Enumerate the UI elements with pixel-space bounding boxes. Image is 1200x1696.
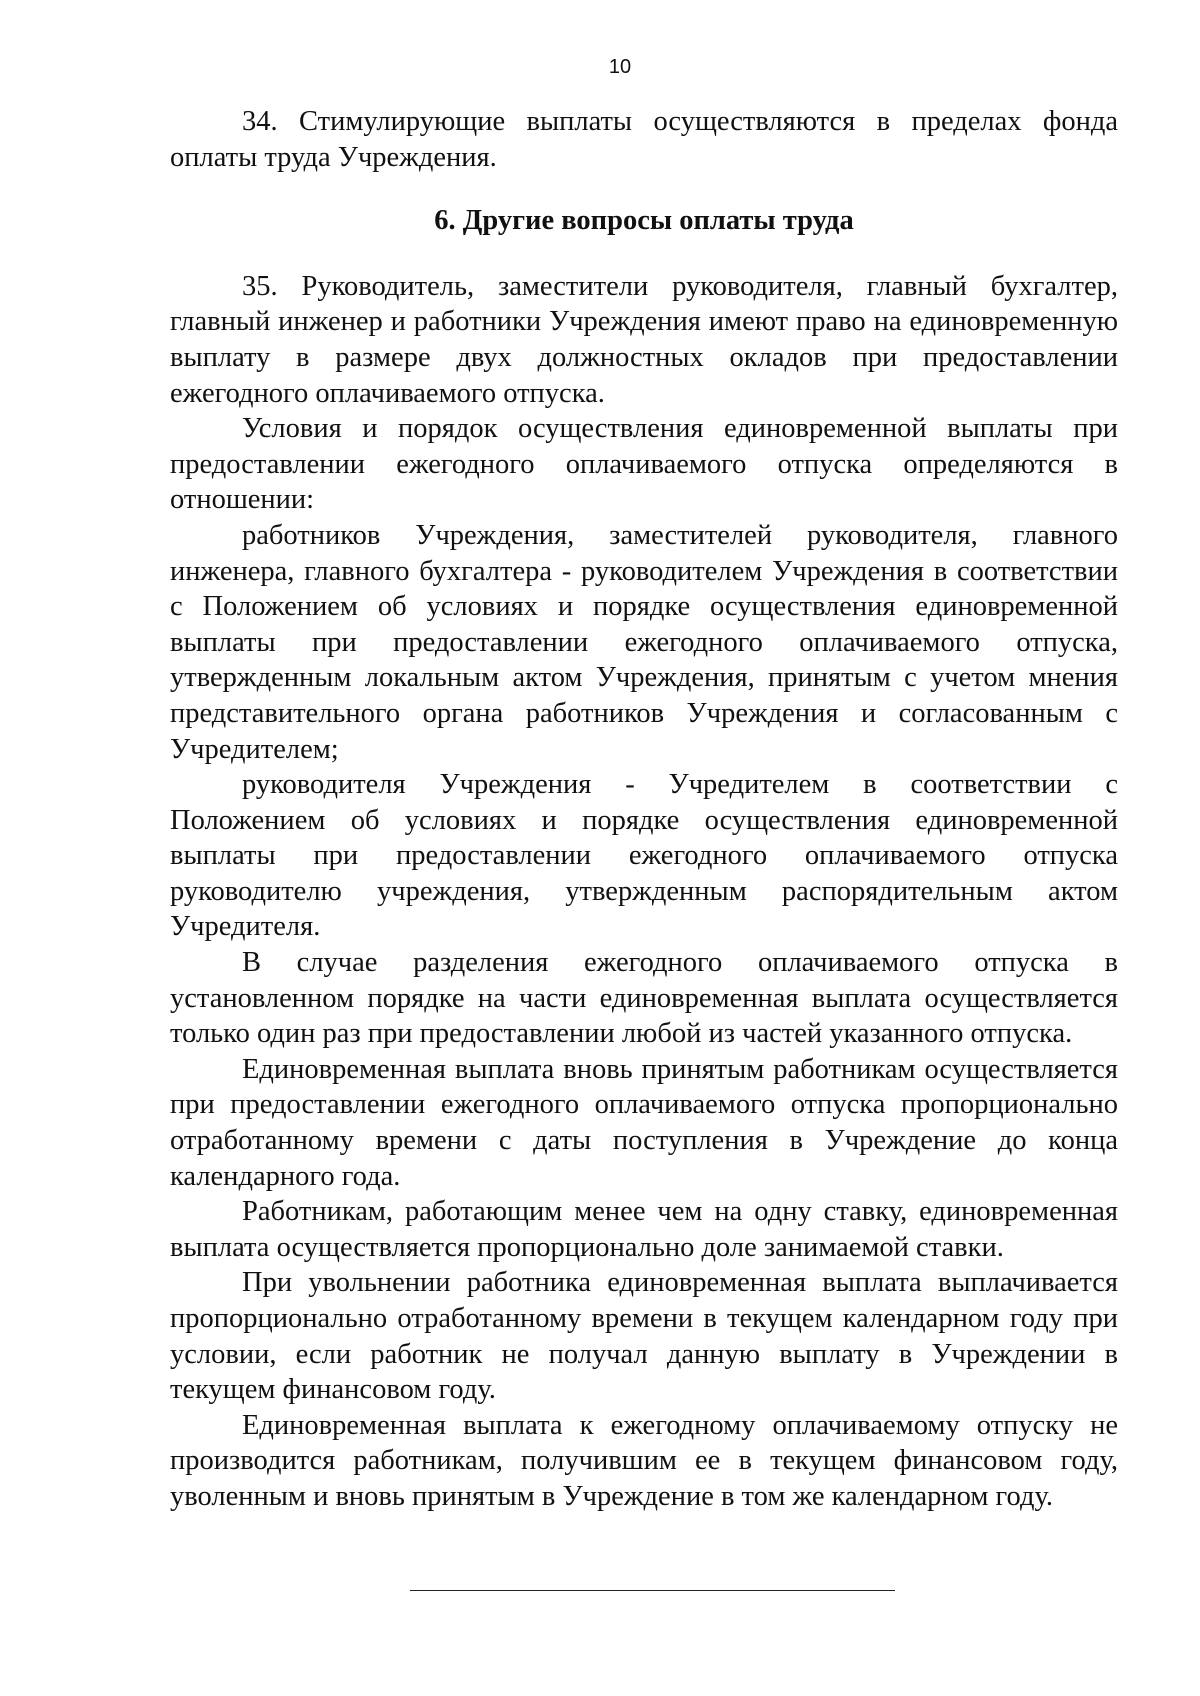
paragraph-dismissal: При увольнении работника единовременная выплата выплачивается пропорционально отработанному времени в текущем календарном году при условии, если работник не получал данную выплату в Учреждении в текущем финансовом году. [170,1267,1118,1406]
paragraph-conditions: Условия и порядок осуществления единовременной выплаты при предоставлении ежегодного оплачиваемого отпуска определяются в отношении: [170,413,1118,516]
end-divider [410,1590,895,1591]
section-heading: 6. Другие вопросы оплаты труда [434,205,854,237]
document-body [170,104,1118,1515]
paragraph-34: 34. Стимулирующие выплаты осуществляются в пределах фонда оплаты труда Учреждения. [170,106,1118,173]
page-number: 10 [608,56,632,78]
paragraph-employees: работников Учреждения, заместителей руководителя, главного инженера, главного бухгалтера - руководителем Учреждения в соответствии с Положением об условиях и порядке осуществления единовременной выплаты при предоставлении ежегодного оплачиваемого отпуска, утвержденным локальным актом Учреждения, принятым с учетом мнения представительного органа работников Учреждения и согласованным с Учредителем; [170,519,1118,765]
paragraph-35: 35. Руководитель, заместители руководителя, главный бухгалтер, главный инженер и работники Учреждения имеют право на единовременную выплату в размере двух должностных окладов при предоставлении ежегодного оплачиваемого отпуска. [170,270,1118,409]
paragraph-vacation-split: В случае разделения ежегодного оплачиваемого отпуска в установленном порядке на части единовременная выплата осуществляется только один раз при предоставлении любой из частей указанного отпуска. [170,947,1118,1050]
paragraph-not-paid: Единовременная выплата к ежегодному оплачиваемому отпуску не производится работникам, получившим ее в текущем финансовом году, уволенным и вновь принятым в Учреждение в том же календарном году. [170,1409,1118,1512]
paragraph-part-time: Работникам, работающим менее чем на одну ставку, единовременная выплата осуществляется пропорционально доле занимаемой ставки. [170,1196,1118,1263]
paragraph-new-employees: Единовременная выплата вновь принятым работникам осуществляется при предоставлении ежегодного оплачиваемого отпуска пропорционально отработанному времени с даты поступления в Учреждение до конца календарного года. [170,1053,1118,1192]
paragraph-head: руководителя Учреждения - Учредителем в соответствии с Положением об условиях и порядке осуществления единовременной выплаты при предоставлении ежегодного оплачиваемого отпуска руководителю учреждения, утвержденным распорядительным актом Учредителя. [170,769,1118,943]
